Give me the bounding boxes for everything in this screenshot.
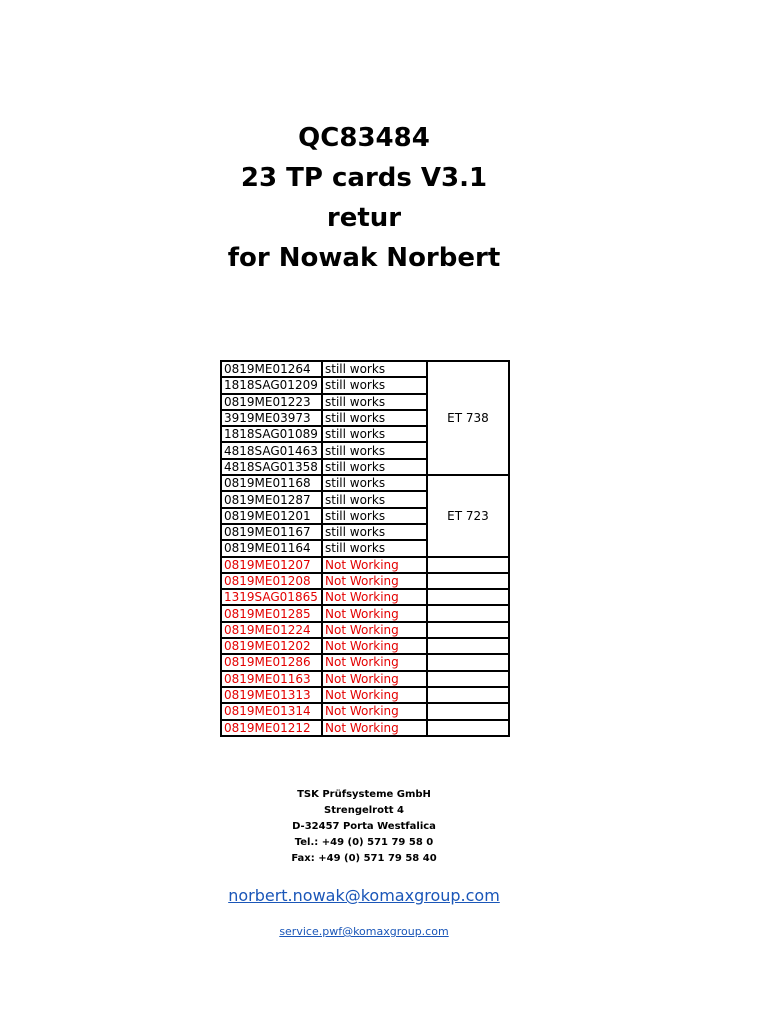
status-cell: Not Working <box>322 573 427 589</box>
title-retur: retur <box>326 203 402 233</box>
table-row <box>221 687 509 703</box>
card-status-table-body <box>221 361 509 736</box>
table-row <box>221 654 509 670</box>
serial-number-cell: 0819ME01285 <box>221 605 322 621</box>
table-row <box>221 589 509 605</box>
company-phone: Tel.: +49 (0) 571 79 58 0 <box>294 837 434 848</box>
serial-number-cell: 0819ME01168 <box>221 475 322 491</box>
status-cell: Not Working <box>322 622 427 638</box>
table-row <box>221 605 509 621</box>
table-row <box>221 557 509 573</box>
table-row <box>221 638 509 654</box>
serial-number-cell: 1319SAG01865 <box>221 589 322 605</box>
status-cell: Not Working <box>322 654 427 670</box>
company-address <box>0 787 728 867</box>
company-name: TSK Prüfsysteme GmbH <box>297 789 431 800</box>
serial-number-cell: 0819ME01287 <box>221 491 322 507</box>
serial-number-cell: 1818SAG01209 <box>221 377 322 393</box>
machine-group-cell: ET 723 <box>427 475 509 556</box>
status-cell: still works <box>322 410 427 426</box>
table-row <box>221 475 509 491</box>
company-fax: Fax: +49 (0) 571 79 58 40 <box>291 853 437 864</box>
serial-number-cell: 0819ME01208 <box>221 573 322 589</box>
serial-number-cell: 0819ME01313 <box>221 687 322 703</box>
table-row <box>221 671 509 687</box>
serial-number-cell: 0819ME01201 <box>221 508 322 524</box>
status-cell: Not Working <box>322 638 427 654</box>
primary-email-link[interactable]: norbert.nowak@komaxgroup.com <box>228 886 500 905</box>
table-row <box>221 703 509 719</box>
empty-group-cell <box>427 573 509 589</box>
serial-number-cell: 0819ME01286 <box>221 654 322 670</box>
status-cell: still works <box>322 491 427 507</box>
status-cell: still works <box>322 475 427 491</box>
table-row <box>221 622 509 638</box>
status-cell: Not Working <box>322 687 427 703</box>
status-cell: still works <box>322 361 427 377</box>
empty-group-cell <box>427 687 509 703</box>
title-order-number: QC83484 <box>298 123 430 153</box>
status-cell: still works <box>322 394 427 410</box>
empty-group-cell <box>427 638 509 654</box>
serial-number-cell: 0819ME01212 <box>221 720 322 736</box>
empty-group-cell <box>427 605 509 621</box>
serial-number-cell: 0819ME01164 <box>221 540 322 556</box>
title-recipient: for Nowak Norbert <box>227 243 501 273</box>
empty-group-cell <box>427 654 509 670</box>
status-cell: Not Working <box>322 589 427 605</box>
secondary-email-link[interactable]: service.pwf@komaxgroup.com <box>279 925 449 938</box>
serial-number-cell: 0819ME01163 <box>221 671 322 687</box>
serial-number-cell: 0819ME01167 <box>221 524 322 540</box>
serial-number-cell: 4818SAG01463 <box>221 442 322 458</box>
serial-number-cell: 0819ME01264 <box>221 361 322 377</box>
serial-number-cell: 4818SAG01358 <box>221 459 322 475</box>
status-cell: Not Working <box>322 605 427 621</box>
status-cell: still works <box>322 540 427 556</box>
status-cell: Not Working <box>322 557 427 573</box>
empty-group-cell <box>427 622 509 638</box>
status-cell: still works <box>322 524 427 540</box>
title-card-count: 23 TP cards V3.1 <box>240 163 488 193</box>
serial-number-cell: 0819ME01314 <box>221 703 322 719</box>
table-row <box>221 573 509 589</box>
status-cell: Not Working <box>322 671 427 687</box>
status-cell: still works <box>322 377 427 393</box>
status-cell: Not Working <box>322 703 427 719</box>
machine-group-cell: ET 738 <box>427 361 509 475</box>
serial-number-cell: 0819ME01223 <box>221 394 322 410</box>
empty-group-cell <box>427 671 509 687</box>
status-cell: still works <box>322 508 427 524</box>
document-title <box>0 118 728 278</box>
serial-number-cell: 0819ME01224 <box>221 622 322 638</box>
serial-number-cell: 0819ME01202 <box>221 638 322 654</box>
serial-number-cell: 3919ME03973 <box>221 410 322 426</box>
status-cell: still works <box>322 426 427 442</box>
company-street: Strengelrott 4 <box>324 805 404 816</box>
empty-group-cell <box>427 703 509 719</box>
empty-group-cell <box>427 720 509 736</box>
status-cell: still works <box>322 442 427 458</box>
serial-number-cell: 1818SAG01089 <box>221 426 322 442</box>
serial-number-cell: 0819ME01207 <box>221 557 322 573</box>
empty-group-cell <box>427 557 509 573</box>
table-row <box>221 720 509 736</box>
table-row <box>221 361 509 377</box>
status-cell: still works <box>322 459 427 475</box>
card-status-table <box>220 360 510 737</box>
company-city: D-32457 Porta Westfalica <box>292 821 436 832</box>
status-cell: Not Working <box>322 720 427 736</box>
empty-group-cell <box>427 589 509 605</box>
